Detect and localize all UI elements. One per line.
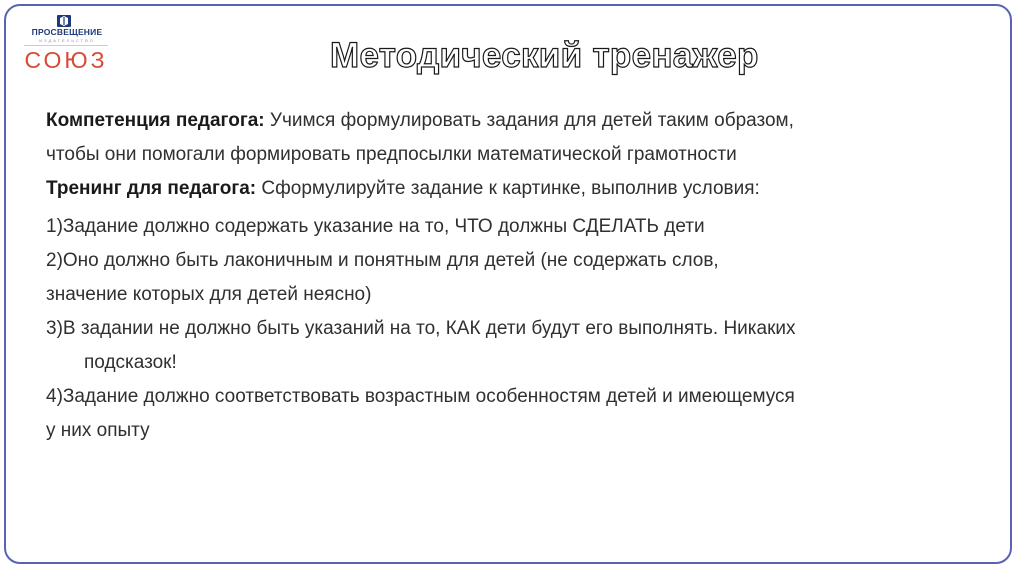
condition-item-2-line-1: 2)Оно должно быть лаконичным и понятным для детей (не содержать слов, — [46, 250, 719, 271]
training-label: Тренинг для педагога: — [46, 178, 257, 199]
publisher-logo — [20, 14, 112, 74]
logo-emblem-icon — [56, 14, 72, 28]
training-line — [46, 172, 986, 206]
condition-item-4-line-2: у них опыту — [46, 420, 150, 441]
logo-main-text: СОЮЗ — [24, 47, 108, 73]
condition-item-1: 1)Задание должно содержать указание на то, ЧТО должны СДЕЛАТЬ дети — [46, 216, 705, 237]
competence-text: Учимся формулировать задания для детей таким образом, — [264, 110, 794, 131]
condition-item-3-line-1: 3)В задании не должно быть указаний на то, КАК дети будут его выполнять. Никаких — [46, 318, 796, 339]
competence-line-1 — [46, 104, 986, 138]
training-text: Сформулируйте задание к картинке, выполнив условия: — [256, 178, 760, 199]
slide-content — [46, 104, 986, 448]
logo-top-text: ПРОСВЕЩЕНИЕ — [31, 27, 103, 37]
slide-title: Методический тренажер — [330, 36, 759, 75]
competence-line-2: чтобы они помогали формировать предпосылки математической грамотности — [46, 144, 737, 165]
competence-label: Компетенция педагога: — [46, 110, 265, 131]
condition-item-2-line-2: значение которых для детей неясно) — [46, 284, 372, 305]
condition-item-3-line-2: подсказок! — [84, 352, 177, 373]
condition-item-4-line-1: 4)Задание должно соответствовать возрастным особенностям детей и имеющемуся — [46, 386, 795, 407]
logo-divider — [24, 45, 108, 46]
logo-sub-text: ИЗДАТЕЛЬСТВО — [39, 38, 95, 43]
